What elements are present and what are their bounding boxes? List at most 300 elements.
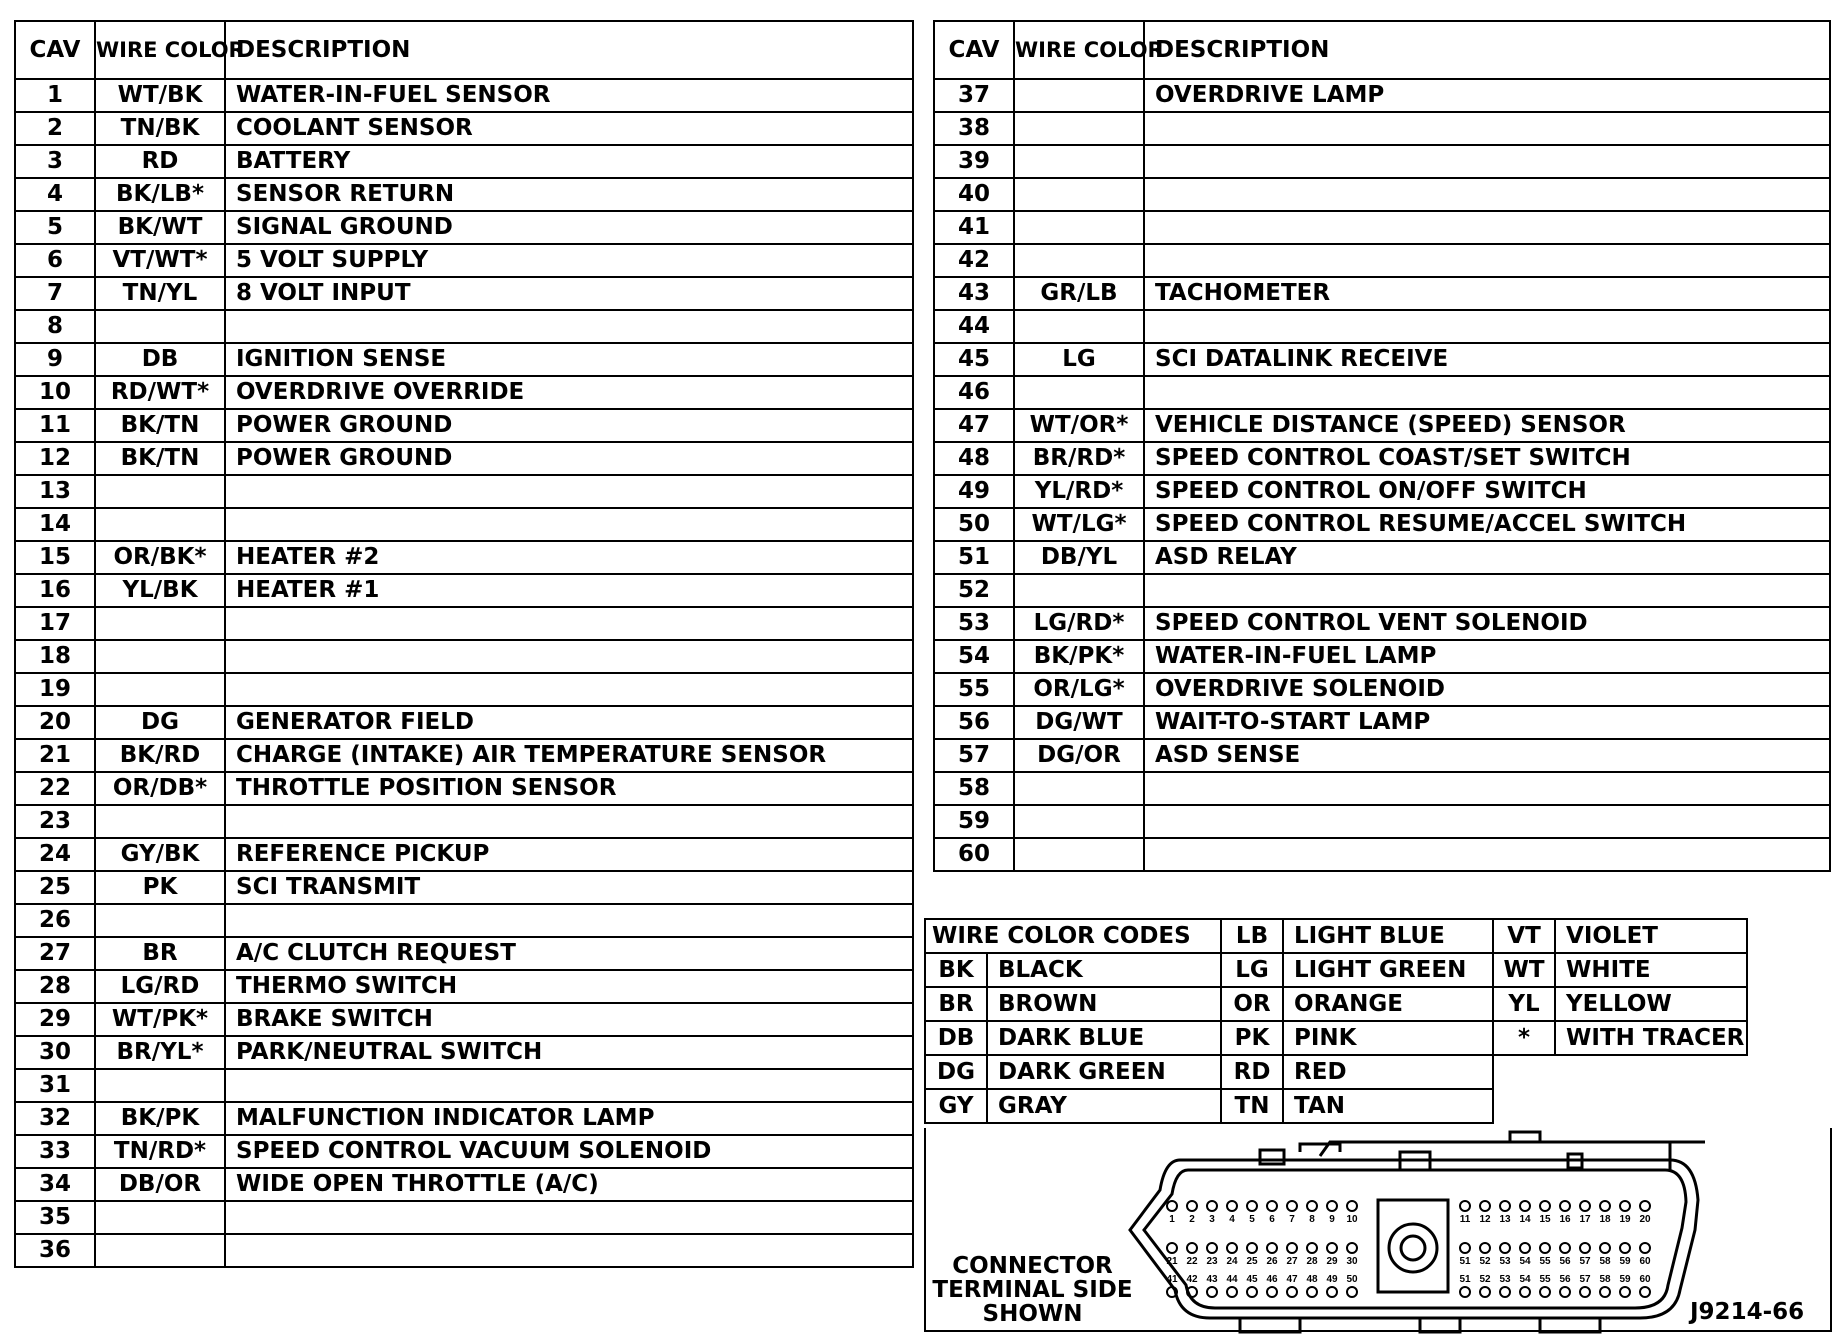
connector-pin — [1620, 1201, 1630, 1211]
table-row — [934, 508, 1830, 541]
table-row — [15, 706, 913, 739]
code-cell: TN — [1221, 1089, 1283, 1123]
table-row — [15, 805, 913, 838]
table-row — [15, 343, 913, 376]
wire-color-cell — [95, 607, 225, 640]
connector-pin — [1307, 1201, 1317, 1211]
description-cell — [1144, 772, 1830, 805]
connector-pin-label: 46 — [1266, 1274, 1278, 1285]
connector-pin-label: 54 — [1519, 1256, 1531, 1267]
cav-cell: 47 — [934, 409, 1014, 442]
connector-pin-label: 53 — [1499, 1256, 1511, 1267]
table-row — [15, 541, 913, 574]
cav-cell: 33 — [15, 1135, 95, 1168]
connector-pin-label: 41 — [1166, 1274, 1178, 1285]
connector-pin-label: 57 — [1579, 1256, 1591, 1267]
connector-pin — [1480, 1243, 1490, 1253]
connector-pin — [1187, 1243, 1197, 1253]
description-cell: CHARGE (INTAKE) AIR TEMPERATURE SENSOR — [225, 739, 913, 772]
connector-pin-label: 44 — [1226, 1274, 1238, 1285]
code-cell: DG — [925, 1055, 987, 1089]
description-cell — [1144, 805, 1830, 838]
description-cell — [1144, 178, 1830, 211]
description-cell: SPEED CONTROL VENT SOLENOID — [1144, 607, 1830, 640]
connector-pin-label: 14 — [1519, 1214, 1531, 1225]
table-row — [15, 79, 913, 112]
connector-pin-label: 26 — [1266, 1256, 1278, 1267]
connector-pin-label: 47 — [1286, 1274, 1298, 1285]
cav-cell: 21 — [15, 739, 95, 772]
cav-cell: 22 — [15, 772, 95, 805]
table-row — [934, 673, 1830, 706]
connector-pin-label: 50 — [1346, 1274, 1358, 1285]
table-row — [934, 211, 1830, 244]
cav-cell: 40 — [934, 178, 1014, 211]
wire-color-header — [95, 21, 245, 79]
table-row — [15, 1069, 913, 1102]
wire-color-cell: DG — [95, 706, 225, 739]
cav-cell: 28 — [15, 970, 95, 1003]
wire-color-cell: YL/RD* — [1014, 475, 1144, 508]
connector-pin — [1600, 1243, 1610, 1253]
wire-color-header-text: WIRE COLOR — [96, 38, 245, 62]
description-cell — [225, 904, 913, 937]
table-row — [15, 112, 913, 145]
description-cell: THERMO SWITCH — [225, 970, 913, 1003]
wire-color-cell: DB — [95, 343, 225, 376]
cav-header: CAV — [934, 21, 1014, 79]
connector-pin-label: 27 — [1286, 1256, 1298, 1267]
description-cell — [225, 508, 913, 541]
wire-color-cell: BK/TN — [95, 442, 225, 475]
cav-cell: 5 — [15, 211, 95, 244]
empty-cell — [1493, 1089, 1747, 1123]
connector-pin — [1640, 1287, 1650, 1297]
description-cell — [225, 805, 913, 838]
table-row — [934, 244, 1830, 277]
codes-row — [925, 1089, 1747, 1123]
cav-cell: 59 — [934, 805, 1014, 838]
cav-cell: 29 — [15, 1003, 95, 1036]
table-row — [15, 277, 913, 310]
wire-color-cell: WT/PK* — [95, 1003, 225, 1036]
cav-cell: 10 — [15, 376, 95, 409]
code-name-cell: ORANGE — [1283, 987, 1493, 1021]
connector-pin-label: 6 — [1269, 1214, 1275, 1225]
description-cell: PARK/NEUTRAL SWITCH — [225, 1036, 913, 1069]
connector-pin-label: 2 — [1189, 1214, 1195, 1225]
table-row — [934, 838, 1830, 871]
code-cell: * — [1493, 1021, 1555, 1055]
wire-color-cell: BK/WT — [95, 211, 225, 244]
description-cell — [1144, 376, 1830, 409]
code-cell: LG — [1221, 953, 1283, 987]
wire-color-codes-table — [924, 918, 1748, 1124]
connector-pin — [1347, 1287, 1357, 1297]
cav-cell: 27 — [15, 937, 95, 970]
connector-latch — [1320, 1142, 1705, 1170]
cav-cell: 57 — [934, 739, 1014, 772]
connector-pin-label: 56 — [1559, 1274, 1571, 1285]
table-row — [15, 376, 913, 409]
connector-pin-label: 16 — [1559, 1214, 1571, 1225]
connector-pin — [1620, 1287, 1630, 1297]
connector-pin-label: 52 — [1479, 1274, 1491, 1285]
wire-color-cell: OR/DB* — [95, 772, 225, 805]
cav-cell: 53 — [934, 607, 1014, 640]
connector-pin — [1500, 1201, 1510, 1211]
connector-pin — [1247, 1243, 1257, 1253]
cav-cell: 11 — [15, 409, 95, 442]
table-row — [934, 343, 1830, 376]
table-row — [15, 1168, 913, 1201]
wire-color-cell: DG/WT — [1014, 706, 1144, 739]
cav-cell: 17 — [15, 607, 95, 640]
connector-pin — [1520, 1243, 1530, 1253]
wire-color-cell: BR/YL* — [95, 1036, 225, 1069]
codes-title-row — [925, 919, 1747, 953]
connector-pin-label: 30 — [1346, 1256, 1358, 1267]
connector-pin — [1460, 1243, 1470, 1253]
wire-color-cell: BK/PK — [95, 1102, 225, 1135]
description-header: DESCRIPTION — [225, 21, 913, 79]
cav-cell: 13 — [15, 475, 95, 508]
wire-color-cell — [1014, 145, 1144, 178]
cav-cell: 42 — [934, 244, 1014, 277]
wire-color-cell — [1014, 805, 1144, 838]
right-header-row — [934, 21, 1830, 79]
cav-cell: 36 — [15, 1234, 95, 1267]
wire-color-cell: BK/TN — [95, 409, 225, 442]
connector-pin — [1540, 1287, 1550, 1297]
wire-color-cell — [95, 673, 225, 706]
connector-pin — [1480, 1201, 1490, 1211]
connector-pin — [1207, 1201, 1217, 1211]
description-cell — [225, 673, 913, 706]
connector-pin — [1580, 1243, 1590, 1253]
description-cell: MALFUNCTION INDICATOR LAMP — [225, 1102, 913, 1135]
connector-label — [930, 1254, 1135, 1326]
connector-pin-label: 54 — [1519, 1274, 1531, 1285]
code-cell: OR — [1221, 987, 1283, 1021]
cav-cell: 34 — [15, 1168, 95, 1201]
connector-pin — [1500, 1287, 1510, 1297]
description-cell: SCI DATALINK RECEIVE — [1144, 343, 1830, 376]
table-row — [934, 409, 1830, 442]
code-name-cell: VIOLET — [1555, 919, 1747, 953]
connector-pin — [1520, 1287, 1530, 1297]
wire-color-cell: RD/WT* — [95, 376, 225, 409]
cav-cell: 60 — [934, 838, 1014, 871]
connector-pin — [1560, 1201, 1570, 1211]
description-cell: WATER-IN-FUEL LAMP — [1144, 640, 1830, 673]
connector-pin — [1540, 1243, 1550, 1253]
wire-color-cell — [1014, 244, 1144, 277]
cav-cell: 15 — [15, 541, 95, 574]
wire-color-cell: LG/RD — [95, 970, 225, 1003]
code-cell: LB — [1221, 919, 1283, 953]
connector-pin-label: 13 — [1499, 1214, 1511, 1225]
cav-cell: 1 — [15, 79, 95, 112]
description-cell — [1144, 310, 1830, 343]
cav-cell: 38 — [934, 112, 1014, 145]
description-cell — [1144, 211, 1830, 244]
table-row — [15, 673, 913, 706]
table-row — [15, 244, 913, 277]
cav-cell: 37 — [934, 79, 1014, 112]
table-row — [934, 475, 1830, 508]
connector-pin-label: 60 — [1639, 1274, 1651, 1285]
description-header: DESCRIPTION — [1144, 21, 1830, 79]
connector-pin — [1267, 1201, 1277, 1211]
wire-color-cell: DB/OR — [95, 1168, 225, 1201]
cav-cell: 3 — [15, 145, 95, 178]
table-row — [934, 79, 1830, 112]
wire-color-cell — [95, 904, 225, 937]
connector-pin — [1540, 1201, 1550, 1211]
left-header-row — [15, 21, 913, 79]
code-cell: WT — [1493, 953, 1555, 987]
connector-pin — [1460, 1201, 1470, 1211]
connector-pin — [1327, 1243, 1337, 1253]
table-row — [934, 574, 1830, 607]
table-row — [15, 871, 913, 904]
description-cell — [1144, 574, 1830, 607]
wire-color-cell — [1014, 838, 1144, 871]
cav-cell: 41 — [934, 211, 1014, 244]
cav-cell: 49 — [934, 475, 1014, 508]
connector-pin-label: 55 — [1539, 1274, 1551, 1285]
connector-pin-label: 8 — [1309, 1214, 1315, 1225]
connector-pin — [1600, 1287, 1610, 1297]
codes-row — [925, 953, 1747, 987]
code-cell: YL — [1493, 987, 1555, 1021]
wire-color-codes-title: WIRE COLOR CODES — [925, 919, 1221, 953]
wire-color-cell — [95, 508, 225, 541]
connector-pin — [1247, 1201, 1257, 1211]
connector-pin — [1227, 1201, 1237, 1211]
cav-cell: 43 — [934, 277, 1014, 310]
connector-pin-label: 28 — [1306, 1256, 1318, 1267]
cav-cell: 19 — [15, 673, 95, 706]
wire-color-cell: BK/RD — [95, 739, 225, 772]
wire-color-cell: WT/BK — [95, 79, 225, 112]
connector-pin-label: 25 — [1246, 1256, 1258, 1267]
description-cell: IGNITION SENSE — [225, 343, 913, 376]
cav-cell: 14 — [15, 508, 95, 541]
code-cell: DB — [925, 1021, 987, 1055]
connector-pin-label: 51 — [1459, 1274, 1471, 1285]
cav-cell: 26 — [15, 904, 95, 937]
cav-cell: 12 — [15, 442, 95, 475]
cav-cell: 7 — [15, 277, 95, 310]
wire-color-cell — [1014, 79, 1144, 112]
wire-color-cell: TN/RD* — [95, 1135, 225, 1168]
table-row — [934, 277, 1830, 310]
wire-color-cell — [95, 310, 225, 343]
cav-cell: 54 — [934, 640, 1014, 673]
connector-pin-label: 60 — [1639, 1256, 1651, 1267]
table-row — [15, 739, 913, 772]
connector-pin — [1187, 1201, 1197, 1211]
description-cell: VEHICLE DISTANCE (SPEED) SENSOR — [1144, 409, 1830, 442]
connector-pin — [1287, 1243, 1297, 1253]
wire-color-cell: LG/RD* — [1014, 607, 1144, 640]
wire-color-cell — [1014, 376, 1144, 409]
cav-cell: 46 — [934, 376, 1014, 409]
table-row — [934, 805, 1830, 838]
connector-pin-label: 11 — [1459, 1214, 1471, 1225]
table-row — [934, 376, 1830, 409]
connector-pin — [1307, 1287, 1317, 1297]
connector-pin-label: 59 — [1619, 1274, 1631, 1285]
table-row — [934, 541, 1830, 574]
connector-tab — [1540, 1318, 1600, 1332]
code-cell: PK — [1221, 1021, 1283, 1055]
table-row — [15, 1003, 913, 1036]
description-cell: A/C CLUTCH REQUEST — [225, 937, 913, 970]
description-cell: WIDE OPEN THROTTLE (A/C) — [225, 1168, 913, 1201]
table-row — [15, 772, 913, 805]
cav-cell: 32 — [15, 1102, 95, 1135]
description-cell — [225, 640, 913, 673]
description-cell: 5 VOLT SUPPLY — [225, 244, 913, 277]
description-cell: OVERDRIVE SOLENOID — [1144, 673, 1830, 706]
description-cell — [225, 475, 913, 508]
connector-pin — [1620, 1243, 1630, 1253]
code-name-cell: PINK — [1283, 1021, 1493, 1055]
connector-pin — [1227, 1287, 1237, 1297]
table-row — [15, 1234, 913, 1267]
connector-pin — [1580, 1201, 1590, 1211]
wire-color-cell — [1014, 772, 1144, 805]
wire-color-cell: TN/YL — [95, 277, 225, 310]
description-cell: WAIT-TO-START LAMP — [1144, 706, 1830, 739]
table-row — [15, 904, 913, 937]
connector-pin — [1207, 1243, 1217, 1253]
connector-pin-label: 17 — [1579, 1214, 1591, 1225]
code-name-cell: WITH TRACER — [1555, 1021, 1747, 1055]
table-row — [15, 211, 913, 244]
table-row — [15, 937, 913, 970]
description-cell — [225, 1201, 913, 1234]
table-row — [15, 1201, 913, 1234]
wire-color-cell — [1014, 211, 1144, 244]
description-cell: COOLANT SENSOR — [225, 112, 913, 145]
description-cell: BATTERY — [225, 145, 913, 178]
connector-pin — [1640, 1243, 1650, 1253]
table-row — [15, 409, 913, 442]
cav-cell: 20 — [15, 706, 95, 739]
connector-pin — [1207, 1287, 1217, 1297]
code-cell: VT — [1493, 919, 1555, 953]
table-row — [15, 178, 913, 211]
code-name-cell: BROWN — [987, 987, 1221, 1021]
table-row — [15, 475, 913, 508]
right-cavity-table — [933, 20, 1831, 872]
connector-pin — [1560, 1243, 1570, 1253]
right-table-body — [934, 79, 1830, 871]
connector-tab — [1260, 1150, 1284, 1164]
cav-cell: 45 — [934, 343, 1014, 376]
cav-cell: 51 — [934, 541, 1014, 574]
wire-color-cell — [1014, 112, 1144, 145]
code-cell: BR — [925, 987, 987, 1021]
code-name-cell: DARK GREEN — [987, 1055, 1221, 1089]
connector-label-line2: TERMINAL SIDE — [932, 1277, 1133, 1303]
connector-pin-label: 55 — [1539, 1256, 1551, 1267]
connector-pin-label: 52 — [1479, 1256, 1491, 1267]
description-cell: TACHOMETER — [1144, 277, 1830, 310]
connector-pin — [1640, 1201, 1650, 1211]
wire-color-cell — [95, 1201, 225, 1234]
cav-cell: 31 — [15, 1069, 95, 1102]
code-name-cell: WHITE — [1555, 953, 1747, 987]
table-row — [15, 442, 913, 475]
wire-color-cell: OR/LG* — [1014, 673, 1144, 706]
cav-cell: 16 — [15, 574, 95, 607]
wire-color-cell: BK/PK* — [1014, 640, 1144, 673]
connector-key-outer — [1389, 1224, 1437, 1272]
description-cell: GENERATOR FIELD — [225, 706, 913, 739]
wire-color-cell: OR/BK* — [95, 541, 225, 574]
description-cell: HEATER #2 — [225, 541, 913, 574]
connector-tab — [1300, 1144, 1340, 1152]
code-cell: RD — [1221, 1055, 1283, 1089]
wire-color-cell: BR/RD* — [1014, 442, 1144, 475]
table-row — [15, 640, 913, 673]
table-row — [15, 1135, 913, 1168]
description-cell: SPEED CONTROL VACUUM SOLENOID — [225, 1135, 913, 1168]
connector-pin — [1480, 1287, 1490, 1297]
wire-color-header-text: WIRE COLOR — [1015, 38, 1164, 62]
connector-pin-label: 43 — [1206, 1274, 1218, 1285]
wire-color-cell: BK/LB* — [95, 178, 225, 211]
table-row — [15, 574, 913, 607]
description-cell — [225, 1069, 913, 1102]
connector-pin — [1500, 1243, 1510, 1253]
wire-color-cell: TN/BK — [95, 112, 225, 145]
table-row — [934, 145, 1830, 178]
connector-pin — [1327, 1201, 1337, 1211]
connector-pin-label: 49 — [1326, 1274, 1338, 1285]
table-row — [15, 1102, 913, 1135]
connector-label-line3: SHOWN — [982, 1301, 1083, 1327]
table-row — [15, 838, 913, 871]
table-row — [934, 706, 1830, 739]
code-name-cell: BLACK — [987, 953, 1221, 987]
connector-pin — [1580, 1287, 1590, 1297]
cav-cell: 50 — [934, 508, 1014, 541]
connector-pin-label: 3 — [1209, 1214, 1215, 1225]
connector-pin-label: 53 — [1499, 1274, 1511, 1285]
wire-color-cell: VT/WT* — [95, 244, 225, 277]
description-cell: POWER GROUND — [225, 442, 913, 475]
description-cell: SPEED CONTROL COAST/SET SWITCH — [1144, 442, 1830, 475]
connector-diagram — [1120, 1120, 1700, 1338]
description-cell — [1144, 145, 1830, 178]
connector-tab — [1420, 1318, 1460, 1332]
table-row — [15, 1036, 913, 1069]
connector-pin-label: 19 — [1619, 1214, 1631, 1225]
table-row — [15, 508, 913, 541]
wire-color-cell: WT/OR* — [1014, 409, 1144, 442]
cav-cell: 2 — [15, 112, 95, 145]
wire-color-cell — [95, 805, 225, 838]
code-name-cell: YELLOW — [1555, 987, 1747, 1021]
table-row — [15, 145, 913, 178]
cav-cell: 55 — [934, 673, 1014, 706]
